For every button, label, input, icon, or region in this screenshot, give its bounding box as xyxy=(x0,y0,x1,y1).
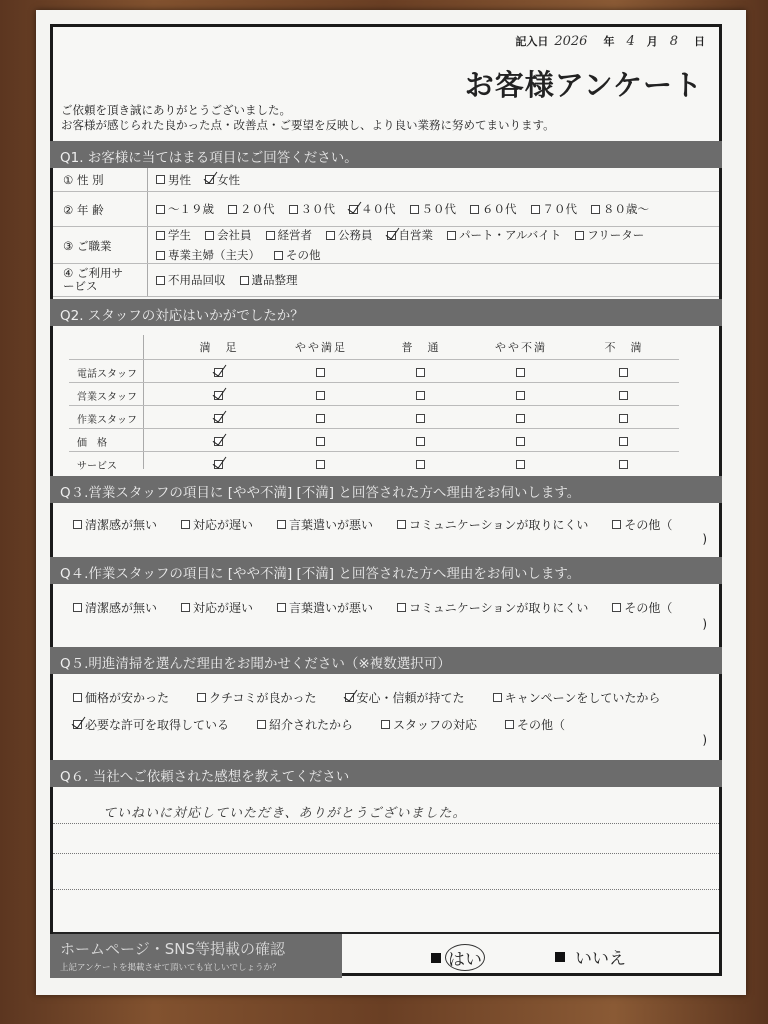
column-header: 満 足 xyxy=(199,341,239,354)
option-label: 男性 xyxy=(168,172,191,187)
rating-checkbox[interactable] xyxy=(214,414,223,423)
checkbox[interactable] xyxy=(410,205,419,214)
rating-checkbox[interactable] xyxy=(214,460,223,469)
checkbox[interactable] xyxy=(205,175,214,184)
checkbox-option[interactable] xyxy=(349,201,396,217)
rating-checkbox[interactable] xyxy=(516,460,525,469)
checkbox[interactable] xyxy=(326,231,335,240)
intro-line: お客様が感じられた良かった点・改善点・ご要望を反映し、より良い業務に努めてまいります。 xyxy=(61,118,555,132)
checkbox-option[interactable] xyxy=(575,227,644,243)
checkbox[interactable] xyxy=(73,603,82,612)
form-title: お客様アンケート xyxy=(464,68,703,102)
option-label: クチコミが良かった xyxy=(209,691,317,705)
column-header: 不 満 xyxy=(604,341,644,354)
checkbox[interactable] xyxy=(345,693,354,702)
checkbox[interactable] xyxy=(349,205,358,214)
checkbox[interactable] xyxy=(493,693,502,702)
q6-answer[interactable]: ていねいに対応していただき、ありがとうございました。 xyxy=(103,806,467,821)
checkbox[interactable] xyxy=(531,205,540,214)
option-label: その他（ xyxy=(624,518,673,532)
q1-row-options xyxy=(147,264,713,296)
day-value[interactable]: 8 xyxy=(669,34,678,49)
rating-row-label: サービス xyxy=(77,461,117,472)
row-divider xyxy=(69,405,679,406)
option-label: ７０代 xyxy=(542,202,577,216)
checkbox[interactable] xyxy=(591,205,600,214)
checkbox-option[interactable] xyxy=(73,689,169,706)
day-label: 日 xyxy=(694,35,705,48)
no-checkbox[interactable] xyxy=(555,952,565,962)
rating-checkbox[interactable] xyxy=(416,414,425,423)
checkbox[interactable] xyxy=(266,231,275,240)
checkbox[interactable] xyxy=(240,276,249,285)
q1-row-label: ④ ご利用サービス xyxy=(63,266,123,293)
rating-row-label: 営業スタッフ xyxy=(77,392,137,403)
checkbox-option[interactable] xyxy=(397,516,588,533)
checkbox[interactable] xyxy=(447,231,456,240)
checkbox[interactable] xyxy=(205,231,214,240)
checkbox-option[interactable] xyxy=(197,689,317,706)
checkbox[interactable] xyxy=(181,520,190,529)
option-label: ８０歳～ xyxy=(603,202,649,216)
option-label: 学生 xyxy=(168,228,191,242)
rating-checkbox[interactable] xyxy=(316,391,325,400)
q5-heading: Q５.明進清掃を選んだ理由をお聞かせください（※複数選択可） xyxy=(50,647,722,674)
rating-checkbox[interactable] xyxy=(516,368,525,377)
checkbox-option[interactable] xyxy=(387,227,434,243)
checkbox-option[interactable] xyxy=(205,172,240,188)
checkbox[interactable] xyxy=(277,603,286,612)
q1-row xyxy=(53,192,719,227)
checkbox-option[interactable] xyxy=(397,599,588,616)
checkbox-option[interactable] xyxy=(205,227,252,243)
checkbox-option[interactable] xyxy=(274,247,321,263)
publish-consent xyxy=(53,932,719,976)
q4-options xyxy=(73,599,699,616)
option-label: ～１９歳 xyxy=(168,202,214,216)
rating-checkbox[interactable] xyxy=(214,391,223,400)
month-label: 月 xyxy=(646,35,658,48)
row-divider xyxy=(69,428,679,429)
checkbox-option[interactable] xyxy=(156,227,191,243)
option-label: 会社員 xyxy=(217,228,252,242)
q3-options xyxy=(73,516,699,533)
option-label: 自営業 xyxy=(398,228,433,242)
year-value[interactable]: 2026 xyxy=(554,34,588,49)
checkbox[interactable] xyxy=(381,720,390,729)
ruled-line xyxy=(53,853,719,854)
q1-heading: Q1. お客様に当てはまる項目にご回答ください。 xyxy=(50,141,722,168)
option-label: パート・アルバイト xyxy=(459,228,562,242)
checkbox-option[interactable] xyxy=(326,227,373,243)
rating-row-label: 電話スタッフ xyxy=(77,369,137,380)
q2-rating-table xyxy=(59,327,679,472)
checkbox-option[interactable] xyxy=(505,716,565,733)
checkbox-option[interactable] xyxy=(277,516,373,533)
ruled-line xyxy=(53,889,719,890)
checkbox[interactable] xyxy=(397,603,406,612)
consent-title: ホームページ・SNS等掲載の確認 xyxy=(60,940,285,958)
option-label: ３０代 xyxy=(300,202,335,216)
option-label: スタッフの対応 xyxy=(393,718,478,732)
intro-line: ご依頼を頂き誠にありがとうございました。 xyxy=(61,103,291,117)
option-label: 対応が遅い xyxy=(193,518,254,532)
option-label: ６０代 xyxy=(482,202,517,216)
checkbox[interactable] xyxy=(156,205,165,214)
rating-checkbox[interactable] xyxy=(516,391,525,400)
option-label: 紹介されたから xyxy=(269,718,354,732)
checkbox-option[interactable] xyxy=(447,227,561,243)
q4-heading: Q４.作業スタッフの項目に [やや不満] [不満] と回答された方へ理由をお伺いします。 xyxy=(50,557,722,584)
checkbox-option[interactable] xyxy=(156,172,191,188)
option-label: 価格が安かった xyxy=(85,691,170,705)
checkbox[interactable] xyxy=(73,520,82,529)
checkbox[interactable] xyxy=(612,520,621,529)
option-label: ５０代 xyxy=(421,202,456,216)
rating-checkbox[interactable] xyxy=(316,460,325,469)
checkbox-option[interactable] xyxy=(181,516,253,533)
rating-checkbox[interactable] xyxy=(516,437,525,446)
checkbox-option[interactable] xyxy=(73,599,157,616)
rating-checkbox[interactable] xyxy=(316,414,325,423)
rating-checkbox[interactable] xyxy=(316,368,325,377)
checkbox[interactable] xyxy=(397,520,406,529)
rating-checkbox[interactable] xyxy=(416,368,425,377)
month-value[interactable]: 4 xyxy=(626,34,635,49)
row-divider xyxy=(69,382,679,383)
consent-subtitle: 上記アンケートを掲載させて頂いても宜しいでしょうか？ xyxy=(60,963,281,973)
option-label: コミュニケーションが取りにくい xyxy=(409,518,589,532)
checkbox[interactable] xyxy=(73,720,82,729)
option-label: 言葉遣いが悪い xyxy=(289,601,374,615)
q1-row-label: ③ ご職業 xyxy=(63,238,112,253)
checkbox-option[interactable] xyxy=(410,201,457,217)
rating-checkbox[interactable] xyxy=(619,460,628,469)
checkbox-option[interactable] xyxy=(470,201,517,217)
yes-label: はい xyxy=(445,944,485,971)
option-label: 清潔感が無い xyxy=(85,601,158,615)
checkbox-option[interactable] xyxy=(73,516,157,533)
q1-row-options xyxy=(147,227,713,263)
q4-close-paren: ) xyxy=(702,617,707,631)
consent-no-option[interactable] xyxy=(555,944,626,969)
checkbox[interactable] xyxy=(277,520,286,529)
option-label: その他（ xyxy=(517,718,566,732)
q1-row xyxy=(53,227,719,264)
date-label: 記入日 xyxy=(515,35,549,48)
checkbox[interactable] xyxy=(156,276,165,285)
checkbox-option[interactable] xyxy=(156,201,214,217)
checkbox-option[interactable] xyxy=(612,599,672,616)
checkbox-option[interactable] xyxy=(156,272,226,288)
checkbox[interactable] xyxy=(274,251,283,260)
checkbox[interactable] xyxy=(181,603,190,612)
checkbox-option[interactable] xyxy=(591,201,649,217)
rating-row-label: 作業スタッフ xyxy=(77,415,137,426)
checkbox[interactable] xyxy=(505,720,514,729)
option-label: フリーター xyxy=(587,228,645,242)
checkbox[interactable] xyxy=(197,693,206,702)
rating-checkbox[interactable] xyxy=(619,414,628,423)
checkbox[interactable] xyxy=(612,603,621,612)
option-label: 清潔感が無い xyxy=(85,518,158,532)
option-label: その他 xyxy=(286,248,321,262)
checkbox[interactable] xyxy=(156,231,165,240)
rating-checkbox[interactable] xyxy=(416,460,425,469)
q6-heading: Q６. 当社へご依頼された感想を教えてください xyxy=(50,760,722,787)
option-label: 必要な許可を取得している xyxy=(85,718,230,732)
q1-row xyxy=(53,264,719,297)
checkbox-option[interactable] xyxy=(240,272,298,288)
option-label: 対応が遅い xyxy=(193,601,254,615)
rating-row-label: 価 格 xyxy=(77,438,107,449)
column-header: やや満足 xyxy=(295,341,347,354)
yes-checkbox[interactable] xyxy=(431,953,441,963)
checkbox-option[interactable] xyxy=(531,201,578,217)
rating-checkbox[interactable] xyxy=(416,391,425,400)
checkbox-option[interactable] xyxy=(156,247,260,263)
option-label: 経営者 xyxy=(277,228,312,242)
q1-row-label: ② 年 齢 xyxy=(63,202,104,217)
rating-checkbox[interactable] xyxy=(416,437,425,446)
option-label: ２０代 xyxy=(240,202,275,216)
rating-checkbox[interactable] xyxy=(619,437,628,446)
consent-label-box xyxy=(50,934,342,978)
checkbox-option[interactable] xyxy=(277,599,373,616)
checkbox-option[interactable] xyxy=(257,716,353,733)
checkbox[interactable] xyxy=(387,231,396,240)
option-label: キャンペーンをしていたから xyxy=(504,691,661,705)
rating-checkbox[interactable] xyxy=(214,437,223,446)
rating-checkbox[interactable] xyxy=(214,368,223,377)
checkbox-option[interactable] xyxy=(493,689,661,706)
entry-date xyxy=(515,33,705,49)
checkbox[interactable] xyxy=(156,251,165,260)
checkbox[interactable] xyxy=(156,175,165,184)
q1-row xyxy=(53,168,719,192)
checkbox-option[interactable] xyxy=(381,716,477,733)
no-label: いいえ xyxy=(575,949,626,969)
q2-heading: Q2. スタッフの対応はいかがでしたか？ xyxy=(50,299,722,326)
q1-row-options xyxy=(147,168,713,191)
checkbox[interactable] xyxy=(575,231,584,240)
row-divider xyxy=(69,359,679,360)
q5-options xyxy=(73,689,699,733)
q1-row-label: ① 性 別 xyxy=(63,173,104,187)
rating-checkbox[interactable] xyxy=(316,437,325,446)
year-label: 年 xyxy=(603,35,615,48)
checkbox-option[interactable] xyxy=(289,201,336,217)
option-label: 女性 xyxy=(217,172,240,187)
intro-text xyxy=(61,103,555,133)
survey-form xyxy=(50,24,722,976)
option-label: 公務員 xyxy=(338,228,373,242)
option-label: その他（ xyxy=(624,601,673,615)
checkbox[interactable] xyxy=(470,205,479,214)
option-label: 遺品整理 xyxy=(251,273,298,287)
option-label: 言葉遣いが悪い xyxy=(289,518,374,532)
option-label: コミュニケーションが取りにくい xyxy=(409,601,589,615)
q1-row-options xyxy=(147,192,713,226)
checkbox-option[interactable] xyxy=(266,227,313,243)
checkbox-option[interactable] xyxy=(612,516,672,533)
checkbox[interactable] xyxy=(257,720,266,729)
rating-checkbox[interactable] xyxy=(619,368,628,377)
checkbox[interactable] xyxy=(289,205,298,214)
column-header: 普 通 xyxy=(401,341,441,354)
option-label: ４０代 xyxy=(361,202,396,216)
checkbox-option[interactable] xyxy=(73,716,229,733)
q3-heading: Q３.営業スタッフの項目に [やや不満] [不満] と回答された方へ理由をお伺いします。 xyxy=(50,476,722,503)
option-label: 専業主婦（主夫） xyxy=(168,248,260,262)
checkbox-option[interactable] xyxy=(345,689,465,706)
q5-close-paren: ) xyxy=(702,733,707,747)
checkbox[interactable] xyxy=(228,205,237,214)
row-divider xyxy=(69,451,679,452)
checkbox-option[interactable] xyxy=(181,599,253,616)
consent-yes-option[interactable] xyxy=(431,944,485,971)
rating-checkbox[interactable] xyxy=(619,391,628,400)
column-header: やや不満 xyxy=(495,341,547,354)
ruled-line xyxy=(53,823,719,824)
option-label: 不用品回収 xyxy=(168,273,226,287)
q3-close-paren: ) xyxy=(702,532,707,546)
option-label: 安心・信頼が持てた xyxy=(356,691,465,705)
checkbox[interactable] xyxy=(73,693,82,702)
checkbox-option[interactable] xyxy=(228,201,275,217)
rating-checkbox[interactable] xyxy=(516,414,525,423)
